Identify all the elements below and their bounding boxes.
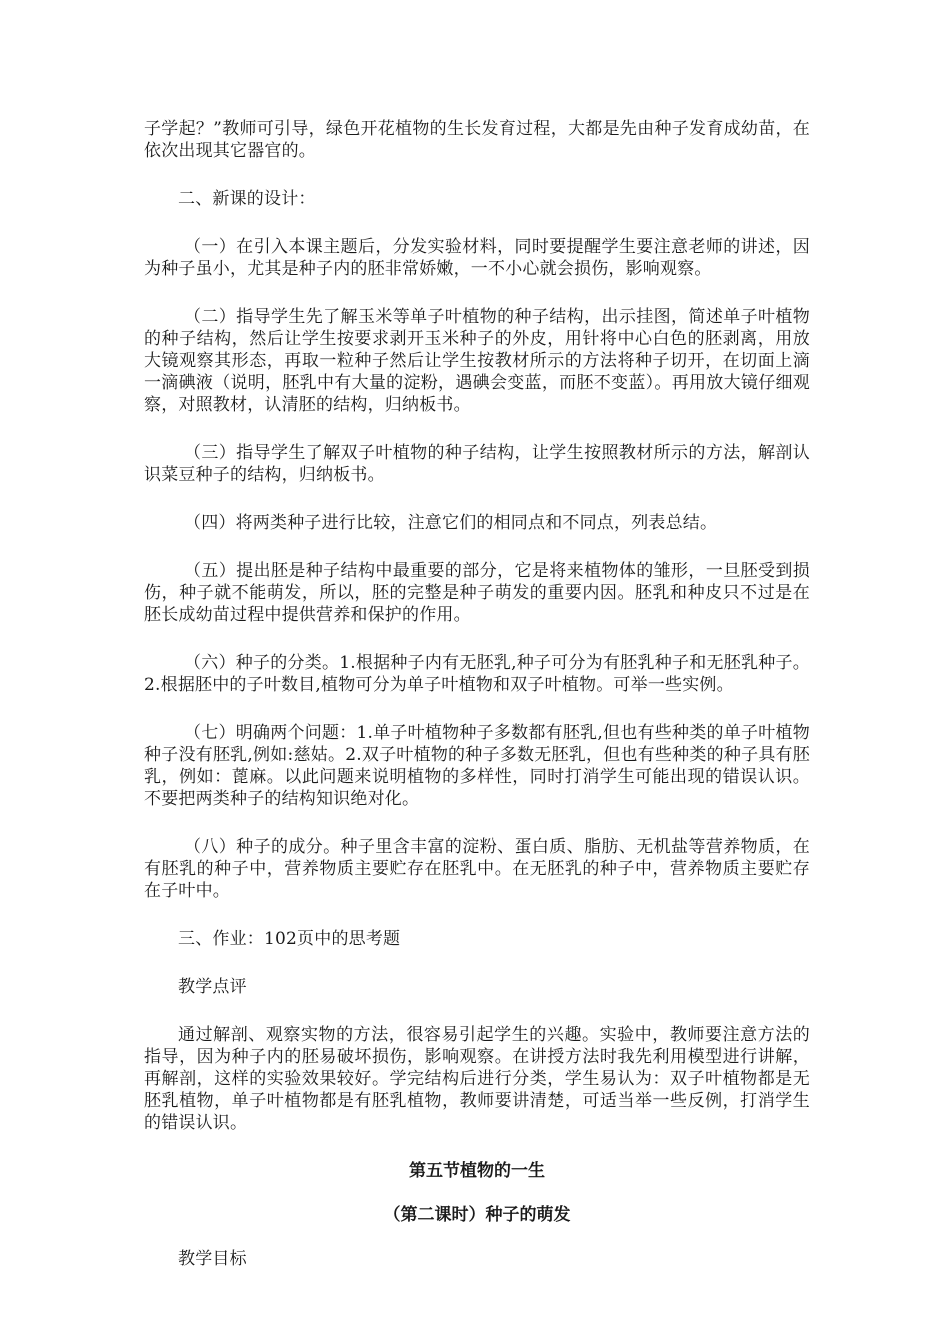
paragraph-step-1: （一）在引入本课主题后，分发实验材料，同时要提醒学生要注意老师的讲述，因为种子虽小，尤其是种子内的胚非常娇嫩，一不小心就会损伤，影响观察。 [144, 237, 810, 279]
paragraph-review-body: 通过解剖、观察实物的方法，很容易引起学生的兴趣。实验中，教师要注意方法的指导，因为种子内的胚易破坏损伤，影响观察。在讲授方法时我先利用模型进行讲解，再解剖，这样的实验效果较好。学完结构后进行分类，学生易认为：双子叶植物都是无胚乳植物，单子叶植物都是有胚乳植物，教师要讲清楚，可适当举一些反例，打消学生的错误认识。 [144, 1025, 810, 1133]
paragraph-homework: 三、作业：102页中的思考题 [178, 929, 401, 949]
paragraph-step-5: （五）提出胚是种子结构中最重要的部分，它是将来植物体的雏形，一旦胚受到损伤，种子就不能萌发，所以，胚的完整是种子萌发的重要内因。胚乳和种皮只不过是在胚长成幼苗过程中提供营养和保护的作用。 [144, 561, 810, 625]
document-page [144, 118, 810, 1296]
paragraph-review-label: 教学点评 [178, 977, 247, 997]
paragraph-step-8: （八）种子的成分。种子里含丰富的淀粉、蛋白质、脂肪、无机盐等营养物质，在有胚乳的种子中，营养物质主要贮存在胚乳中。在无胚乳的种子中，营养物质主要贮存在子叶中。 [144, 837, 810, 901]
paragraph-step-6: （六）种子的分类。1.根据种子内有无胚乳,种子可分为有胚乳种子和无胚乳种子。2.根据胚中的子叶数目,植物可分为单子叶植物和双子叶植物。可举一些实例。 [144, 653, 810, 695]
lesson-title: （第二课时）种子的萌发 [383, 1205, 571, 1225]
paragraph-step-2: （二）指导学生先了解玉米等单子叶植物的种子结构，出示挂图，简述单子叶植物的种子结构，然后让学生按要求剥开玉米种子的外皮，用针将中心白色的胚剥离，用放大镜观察其形态，再取一粒种子然后让学生按教材所示的方法将种子切开，在切面上滴一滴碘液（说明，胚乳中有大量的淀粉，遇碘会变蓝，而胚不变蓝）。再用放大镜仔细观察，对照教材，认清胚的结构，归纳板书。 [144, 307, 810, 415]
paragraph-teaching-goals-label: 教学目标 [178, 1249, 247, 1269]
paragraph-intro-continuation: 子学起？”教师可引导，绿色开花植物的生长发育过程，大都是先由种子发育成幼苗，在依次出现其它器官的。 [144, 119, 810, 161]
paragraph-step-7: （七）明确两个问题：1.单子叶植物种子多数都有胚乳,但也有些种类的单子叶植物种子没有胚乳,例如:慈姑。2.双子叶植物的种子多数无胚乳，但也有些种类的种子具有胚乳，例如：蓖麻。以此问题来说明植物的多样性，同时打消学生可能出现的错误认识。不要把两类种子的结构知识绝对化。 [144, 723, 810, 809]
paragraph-step-3: （三）指导学生了解双子叶植物的种子结构，让学生按照教材所示的方法，解剖认识菜豆种子的结构，归纳板书。 [144, 443, 810, 485]
paragraph-section-new-lesson: 二、新课的设计： [178, 189, 316, 209]
paragraph-step-4: （四）将两类种子进行比较，注意它们的相同点和不同点，列表总结。 [184, 513, 718, 533]
section-title: 第五节植物的一生 [409, 1161, 545, 1181]
